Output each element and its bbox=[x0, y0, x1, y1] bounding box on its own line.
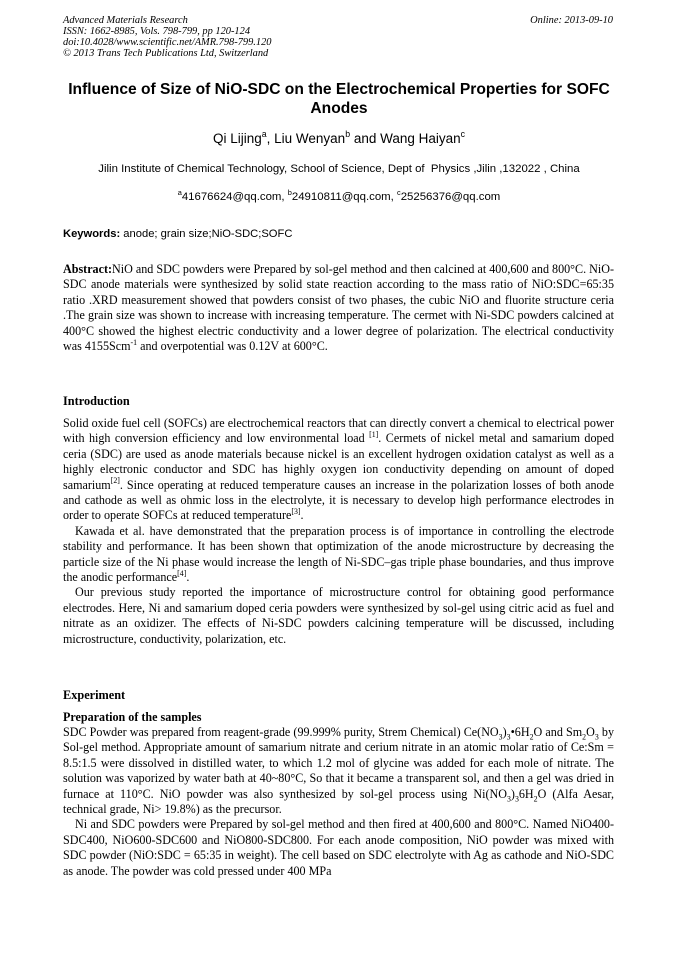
text-run: 6H bbox=[518, 786, 534, 801]
preparation-subheading: Preparation of the samples bbox=[63, 710, 202, 724]
text-run: . Since operating at reduced temperature causes an increase in the polarization losses of both anode and cathode as well as ohmic loss in the electrolyte, it is necessary to develop high performance electrodes in order to operate SOFCs at reduced temperature bbox=[63, 477, 614, 523]
doi-line: doi:10.4028/www.scientific.net/AMR.798-799.120 bbox=[63, 37, 272, 48]
abstract-text: NiO and SDC powders were Prepared by sol-gel method and then calcined at 400,600 and 800°C. NiO-SDC anode materials were synthesized by solid state reaction according to the mass ratio of NiO:SDC=65:35 ratio .XRD measurement showed that powders consist of two phases, the cubic NiO and fluorite structure ceria .The grain size was shown to increase with increasing temperature. The cermet with Ni-SDC powders calcined at 400°C showed the highest electric conductivity and a lower degree of polarization. The electrical conductivity was 4155Scm bbox=[63, 262, 614, 354]
keywords-label: Keywords: bbox=[63, 228, 121, 240]
citation[interactable]: [3] bbox=[291, 507, 301, 517]
email-address[interactable]: 25256376@qq.com bbox=[400, 191, 501, 203]
affiliation: Jilin Institute of Chemical Technology, School of Science, Dept of Physics ,Jilin ,132022 , China bbox=[98, 163, 580, 175]
keywords-text: anode; grain size;NiO-SDC;SOFC bbox=[120, 228, 293, 240]
text-run: Solid oxide fuel cell (SOFCs) are electrochemical reactors that can directly convert a chemical to electrical power with high conversion efficiency and low environmental load bbox=[63, 416, 614, 446]
text-run: by Sol-gel method. Appropriate amount of samarium nitrate and cerium nitrate in an atomic molar ratio of Ce:Sm = 8.5:1.5 were dissolved in distilled water, to which 1.2 mol of glycine was added for each mole of nitrate. The solution was vaporized by water bath at 40~80°C, So that it became a transparent sol, and then a gel was dried in furnace at 110°C. NiO powder was also synthesized by sol-gel process using Ni(NO bbox=[63, 725, 615, 801]
online-date: Online: 2013-09-10 bbox=[530, 15, 613, 26]
text-run: . bbox=[186, 570, 190, 585]
email-list bbox=[0, 187, 678, 203]
author-name: Liu Wenyan bbox=[274, 131, 346, 146]
copyright-line: © 2013 Trans Tech Publications Ltd, Switzerland bbox=[63, 48, 269, 59]
text-run: •6H bbox=[510, 725, 530, 739]
author-affil-mark: a bbox=[261, 129, 267, 140]
journal-header bbox=[63, 15, 271, 59]
text-run: O bbox=[586, 725, 595, 739]
email-separator: , bbox=[390, 191, 397, 203]
author-affil-mark: b bbox=[345, 129, 351, 140]
paper-title: Influence of Size of NiO-SDC on the Electrochemical Properties for SOFC Anodes bbox=[68, 81, 610, 117]
subscript: 3 bbox=[514, 794, 519, 804]
unit-exponent: -1 bbox=[130, 337, 138, 347]
experiment-paragraph-2: Ni and SDC powders were Prepared by sol-gel method and then fired at 400,600 and 800°C. Named NiO400-SDC400, NiO600-SDC600 and NiO800-SDC800. For each anode composition, NiO powder was mixed with SDC powder (NiO:SDC = 65:35 in weight). The cell based on SDC electrolyte with Ag as cathode and NiO-SDC as anode. The powder was cold pressed under 400 MPa bbox=[63, 817, 614, 878]
email-separator: , bbox=[281, 191, 288, 203]
author-name: Qi Lijing bbox=[212, 131, 262, 146]
text-run: O and Sm bbox=[533, 725, 583, 739]
subscript: 2 bbox=[529, 732, 534, 742]
email-mark: a bbox=[177, 187, 182, 197]
introduction-heading: Introduction bbox=[63, 394, 130, 408]
email-mark: b bbox=[287, 187, 292, 197]
abstract-text-end: and overpotential was 0.12V at 600°C. bbox=[137, 339, 328, 354]
subscript: 2 bbox=[533, 794, 538, 804]
citation[interactable]: [1] bbox=[369, 429, 379, 439]
intro-paragraph-3: Our previous study reported the importance of microstructure control for obtaining good performance electrodes. Here, Ni and samarium doped ceria powders were synthesized by sol-gel using citric acid as fuel and nitrate as an oxidizer. The effects of Ni-SDC powders calcining temperature will be discussed, including microstructure, conductivity, polarization, etc. bbox=[63, 585, 614, 646]
experiment-paragraph-1 bbox=[63, 725, 614, 817]
text-run: Kawada et al. have demonstrated that the preparation process is of importance in controlling the electrode stability and performance. It has been shown that optimization of the anode microstructure by decreasing the particle size of the Ni phase would increase the length of Ni-SDC–gas triple phase boundaries, and thus improve the anodic performance bbox=[63, 523, 614, 585]
author-affil-mark: c bbox=[460, 129, 466, 140]
keywords bbox=[63, 228, 292, 240]
issn-line: ISSN: 1662-8985, Vols. 798-799, pp 120-124 bbox=[63, 26, 251, 37]
abstract bbox=[63, 262, 614, 354]
abstract-label: Abstract: bbox=[63, 262, 113, 276]
journal-name: Advanced Materials Research bbox=[63, 15, 188, 26]
subscript: 3 bbox=[506, 732, 511, 742]
experiment-heading: Experiment bbox=[63, 688, 126, 702]
subscript: 3 bbox=[594, 732, 599, 742]
email-mark: c bbox=[396, 187, 401, 197]
text-run: ) bbox=[502, 725, 507, 739]
experiment-body bbox=[63, 725, 614, 879]
subscript: 3 bbox=[506, 794, 511, 804]
author-separator: and bbox=[350, 131, 381, 146]
text-run: . bbox=[300, 508, 304, 523]
author-list bbox=[0, 131, 678, 146]
introduction-body bbox=[63, 416, 614, 647]
text-run: . Cermets of nickel metal and samarium doped ceria (SDC) are used as anode materials because nickel is an excellent hydrogen oxidation catalyst as well as a highly electronic conductor and SDC has highly oxygen ion conductivity depending on amount of doped samarium bbox=[63, 431, 614, 492]
subscript: 2 bbox=[582, 732, 587, 742]
intro-paragraph-1 bbox=[63, 416, 614, 524]
author-separator: , bbox=[266, 131, 275, 146]
email-address[interactable]: 41676624@qq.com bbox=[181, 191, 282, 203]
text-run: ) bbox=[510, 786, 515, 801]
citation[interactable]: [2] bbox=[110, 476, 120, 486]
text-run: SDC Powder was prepared from reagent-grade (99.999% purity, Strem Chemical) Ce(NO bbox=[63, 725, 499, 739]
text-run: O (Alfa Aesar, technical grade, Ni> 19.8%) as the precursor. bbox=[63, 786, 614, 817]
intro-paragraph-2 bbox=[63, 524, 614, 586]
email-address[interactable]: 24910811@qq.com bbox=[291, 191, 391, 203]
citation[interactable]: [4] bbox=[177, 568, 187, 578]
subscript: 3 bbox=[498, 732, 503, 742]
author-name: Wang Haiyan bbox=[380, 131, 461, 146]
